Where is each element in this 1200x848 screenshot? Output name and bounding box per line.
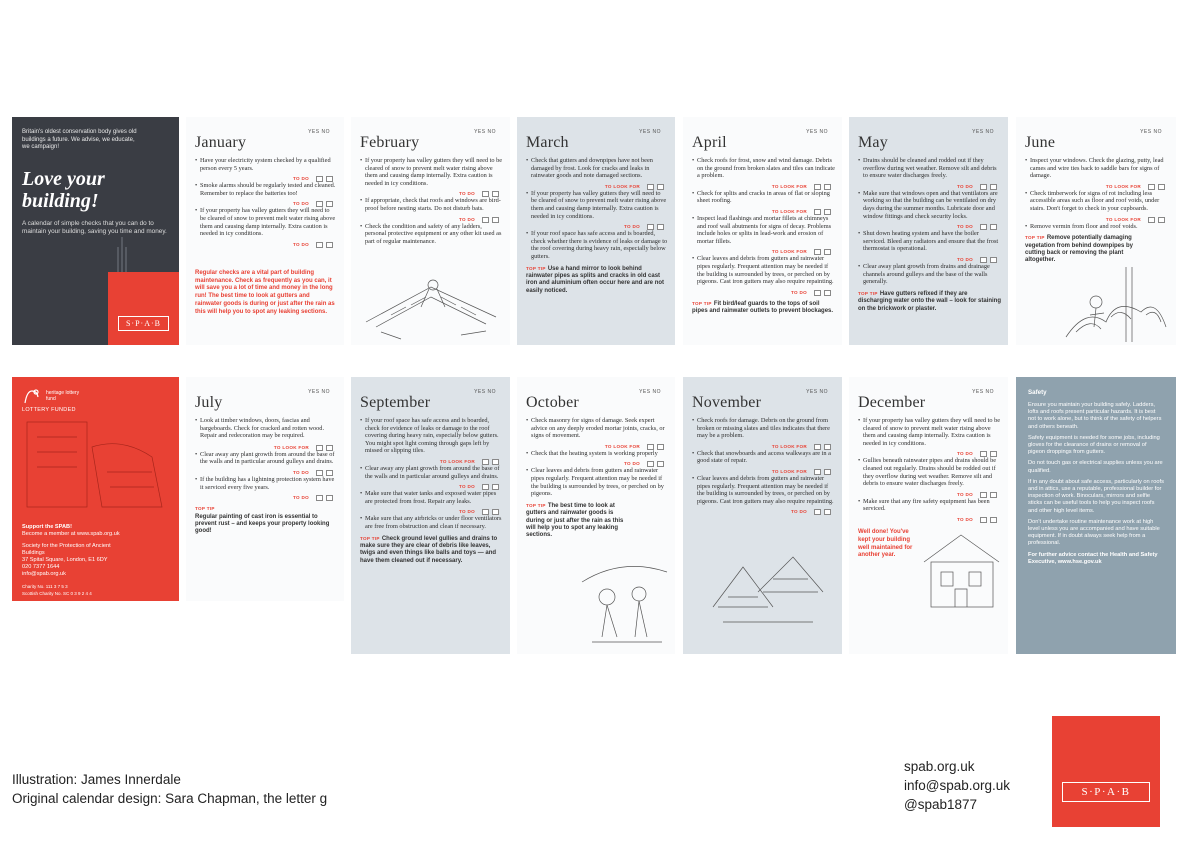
top-tip: TOP TIP The best time to look at gutters and rainwater goods is during or just after the rain as this will help you to spot any leaking sections.: [526, 502, 624, 539]
twitter-handle[interactable]: @spab1877: [904, 797, 978, 812]
top-tip: TOP TIP Regular painting of cast iron is essential to prevent rust – and keeps your property looking good!: [195, 506, 330, 535]
yes-no-header: YES NO: [972, 129, 994, 135]
month-title: July: [195, 394, 223, 411]
check-item: • If the building has a lightning protection system have it serviced every five years.: [195, 475, 335, 491]
to-do-checkbox[interactable]: TO DO: [858, 450, 1001, 457]
org-email[interactable]: info@spab.org.uk: [22, 571, 66, 577]
footer-logo-text: S·P·A·B: [1062, 782, 1150, 802]
to-do-checkbox[interactable]: TO DO: [858, 183, 1001, 190]
to-look-for-checkbox[interactable]: TO LOOK FOR: [195, 444, 337, 451]
card-april: [683, 117, 842, 345]
support-panel: [12, 377, 179, 601]
to-do-checkbox[interactable]: TO DO: [858, 491, 1001, 498]
january-note: Regular checks are a vital part of building maintenance. Check as frequently as you can, it will save you a lot of time and money in the long run! The best time to look at gutters and rainwater goods is during or just after the rain as this will help you to spot any leaking sections.: [195, 269, 335, 315]
card-january: [186, 117, 344, 345]
to-look-for-checkbox[interactable]: TO LOOK FOR: [692, 248, 835, 255]
to-look-for-checkbox[interactable]: TO LOOK FOR: [360, 458, 503, 465]
yes-no-header: YES NO: [806, 389, 828, 395]
badge-text: heritage lottery fund: [46, 390, 80, 402]
check-item: • Check that gutters and downpipes have not been damaged by frost. Look for cracks and leaks in rainwater goods and note damaged sections.: [526, 157, 653, 180]
charity-number: Charity No. 111 3 7 5 3: [22, 584, 68, 589]
month-title: November: [692, 394, 762, 411]
check-item: • Remove vermin from floor and roof voids.: [1025, 222, 1138, 230]
vegetation-sketch-icon: [1056, 267, 1171, 342]
check-item: • Smoke alarms should be regularly tested and cleaned. Remember to replace the batteries too!: [195, 182, 336, 197]
card-september: [351, 377, 510, 654]
check-item: • Make sure that windows open and that ventilators are working so that the building can be ventilated on dry days during the summer months. Lubricate door and window fittings and check security locks.: [858, 189, 998, 220]
month-title: April: [692, 134, 727, 151]
safety-paragraph: Do not touch gas or electrical supplies unless you are qualified.: [1028, 460, 1163, 474]
check-item: • Shut down heating system and have the boiler serviced. Bleed any radiators and ensure that the frost thermostat is operational.: [858, 230, 999, 253]
check-item: • Inspect lead flashings and mortar fillets at chimneys and roof wall abutments for signs of decay. Problems include holes or splits in lead-work and erosion of mortar fillets.: [692, 214, 832, 245]
to-do-checkbox[interactable]: TO DO: [195, 241, 337, 248]
check-item: • Clear away any plant growth from around the base of the walls and in particular around gulleys and drains.: [360, 464, 500, 480]
to-do-checkbox[interactable]: TO DO: [360, 483, 503, 490]
check-item: • If your property has valley gutters they will need to be cleared of snow to prevent melt water rising above them and causing damp internally. Extra caution is needed in icy conditions.: [526, 189, 667, 220]
footer-credits: [12, 770, 327, 808]
lottery-hand-icon: [22, 387, 42, 405]
lettering-sketch-icon: [22, 417, 172, 517]
to-do-checkbox[interactable]: TO DO: [360, 508, 503, 515]
yes-no-header: YES NO: [474, 389, 496, 395]
check-item: • Make sure that any airbricks or under floor ventilators are free from obstruction and clean if necessary.: [360, 515, 502, 530]
month-title: December: [858, 394, 926, 411]
check-item: • Clear away any plant growth from around the base of the walls and in particular around gulleys and drains.: [195, 450, 335, 466]
top-tip: TOP TIP Have gutters refixed if they are discharging water onto the wall – look for staining on the brickwork or plaster.: [858, 290, 1002, 312]
illustration-credit: Illustration: James Innerdale: [12, 772, 181, 787]
to-do-checkbox[interactable]: TO DO: [195, 200, 337, 207]
top-tip: TOP TIP Remove potentially damaging vegetation from behind downpipes by cutting back or removing the plant altogether.: [1025, 235, 1134, 264]
yes-no-header: YES NO: [806, 129, 828, 135]
to-do-checkbox[interactable]: TO DO: [195, 494, 337, 501]
check-item: • Have your electricity system checked by a qualified person every 5 years.: [195, 157, 331, 172]
to-do-checkbox[interactable]: TO DO: [692, 508, 835, 515]
check-item: • Make sure that any fire safety equipment has been serviced.: [858, 497, 990, 513]
check-item: • If your property has valley gutters they will need to be cleared of snow to prevent melt water rising above them and causing damp internally. Extra caution is needed in icy conditions.: [858, 417, 1001, 447]
card-february: [351, 117, 510, 345]
yes-no-header: YES NO: [639, 129, 661, 135]
to-do-checkbox[interactable]: TO DO: [526, 223, 668, 230]
cover-title-line2: building!: [22, 189, 99, 212]
yes-no-header: YES NO: [308, 129, 330, 135]
safety-paragraph: Don't undertake routine maintenance work at high level unless you are accompanied and have suitable equipment. If in doubt always seek help from a professional.: [1028, 518, 1160, 547]
lottery-funded-text: LOTTERY FUNDED: [22, 407, 76, 413]
email-link[interactable]: info@spab.org.uk: [904, 778, 1011, 793]
check-item: • If your property has valley gutters they will need to be cleared of snow to prevent melt water rising above them and causing damp internally. Extra caution is needed in icy conditions.: [195, 207, 336, 238]
spab-logo: [108, 272, 179, 345]
check-item: • Make sure that water tanks and exposed water pipes are protected from frost. Repair any leaks.: [360, 490, 497, 505]
check-item: • Check roofs for damage. Debris on the ground from broken or missing slates and tiles indicates that there may be a problem.: [692, 417, 830, 440]
card-october: [517, 377, 675, 654]
yes-no-header: YES NO: [972, 389, 994, 395]
roofs-sketch-icon: [708, 547, 828, 627]
to-look-for-checkbox[interactable]: TO LOOK FOR: [1025, 216, 1169, 223]
top-tip: TOP TIP Fit bird/leaf guards to the tops of soil pipes and rainwater outlets to prevent blockages.: [692, 300, 834, 315]
spab-logo-text: S·P·A·B: [118, 316, 169, 331]
to-look-for-checkbox[interactable]: TO LOOK FOR: [526, 443, 668, 450]
top-tip: TOP TIP Use a hand mirror to look behind rainwater pipes as splits and cracks in old cast iron and aluminium often occur here and are not easily noticed.: [526, 265, 665, 294]
to-do-checkbox[interactable]: TO DO: [858, 516, 1001, 523]
support-member-link[interactable]: Become a member at www.spab.org.uk: [22, 531, 120, 537]
to-do-checkbox[interactable]: TO DO: [195, 175, 337, 182]
month-title: June: [1025, 134, 1056, 151]
check-item: • Check that snowboards and access walkways are in a good state of repair.: [692, 449, 831, 465]
safety-paragraph: If in any doubt about safe access, particularly on roofs and in attics, use a reputable, professional builder for inspection of work. Binoculars, mirrors and selfie sticks can be useful tools to help you inspect roofs and other high level items.: [1028, 478, 1164, 514]
month-title: February: [360, 134, 420, 151]
to-do-checkbox[interactable]: TO DO: [526, 460, 668, 467]
check-item: • Clear leaves and debris from gutters and rainwater pipes regularly. Frequent attention may be needed if the building is surrounded by trees, or perched on by pigeons. Cast iron gutters may also require repainting.: [692, 474, 834, 505]
top-tip: TOP TIP Check ground level gullies and drains to make sure they are clear of debris like leaves, twigs and even things like balls and toys — and have them cleaned out if necessary.: [360, 535, 498, 564]
check-item: • Check roofs for frost, snow and wind damage. Debris on the ground from broken slates and tiles can indicate a problem.: [692, 157, 835, 180]
check-item: • Inspect your windows. Check the glazing, putty, lead cames and wire ties back to saddle bars for signs of damage.: [1025, 157, 1164, 180]
check-item: • If appropriate, check that roofs and windows are bird-proof before nesting starts. Do not disturb bats.: [360, 197, 501, 212]
cover-description: A calendar of simple checks that you can do to maintain your building, saving you time and money.: [22, 219, 167, 235]
card-march: [517, 117, 675, 345]
card-may: [849, 117, 1008, 345]
check-item: • Check that the heating system is working properly: [526, 449, 658, 457]
roof-sketch-icon: [361, 267, 501, 342]
to-look-for-checkbox[interactable]: TO LOOK FOR: [1025, 183, 1169, 190]
card-june: [1016, 117, 1176, 345]
to-do-checkbox[interactable]: TO DO: [195, 469, 337, 476]
december-note: Well done! You've kept your building well maintained for another year.: [858, 528, 913, 559]
yes-no-header: YES NO: [1140, 129, 1162, 135]
support-heading: Support the SPAB!: [22, 524, 72, 530]
org-phone: 020 7377 1644: [22, 564, 60, 570]
card-december: [849, 377, 1008, 654]
check-item: • If your property has valley gutters they will need to be cleared of snow to prevent melt water rising above them and causing damp internally. Extra caution is needed in icy conditions.: [360, 157, 503, 187]
cover-title-line1: Love your: [22, 167, 105, 190]
month-title: September: [360, 394, 431, 411]
card-november: [683, 377, 842, 654]
to-do-checkbox[interactable]: TO DO: [692, 289, 835, 296]
house-sketch-icon: [919, 527, 1004, 612]
to-look-for-checkbox[interactable]: TO LOOK FOR: [692, 468, 835, 475]
people-sketch-icon: [577, 552, 672, 647]
to-do-checkbox[interactable]: TO DO: [858, 256, 1001, 263]
check-item: • Drains should be cleaned and rodded out if they overflow during wet weather. Remove silt and debris to ensure water discharges freely.: [858, 157, 997, 180]
month-title: March: [526, 134, 569, 151]
check-item: • Check timberwork for signs of rot including less accessible areas such as floor and roof voids, under stairs. Don't forget to check in your cupboards.: [1025, 189, 1160, 212]
design-credit: Original calendar design: Sara Chapman, the letter g: [12, 791, 328, 806]
month-title: October: [526, 394, 579, 411]
check-item: • If your roof space has safe access and is boarded, check for evidence of leaks or damage to the roof covering during heavy rain, especially below gutters. You might spot light coming through gaps left by missed or slipping tiles.: [360, 417, 499, 455]
website-link[interactable]: spab.org.uk: [904, 759, 975, 774]
safety-closing: For further advice contact the Health and Safety Executive, www.hse.gov.uk: [1028, 551, 1158, 565]
heritage-lottery-badge: [22, 387, 169, 405]
to-look-for-checkbox[interactable]: TO LOOK FOR: [526, 183, 668, 190]
safety-heading: Safety: [1028, 389, 1047, 396]
safety-paragraph: Safety equipment is needed for some jobs, including gloves for the clearance of drains or removal of pigeon droppings from gutters.: [1028, 434, 1160, 456]
org-address: 37 Spital Square, London, E1 6DY: [22, 557, 108, 563]
yes-no-header: YES NO: [308, 389, 330, 395]
check-item: • Clear leaves and debris from gutters and rainwater pipes regularly. Frequent attention may be needed if the building is surrounded by trees, or perched on by pigeons.: [526, 467, 664, 498]
safety-panel: [1016, 377, 1176, 654]
to-do-checkbox[interactable]: TO DO: [360, 216, 503, 223]
check-item: • Clear away plant growth from drains and drainage channels around gulleys and the base of the walls generally.: [858, 262, 990, 286]
cover-panel: [12, 117, 179, 345]
check-item: • Clear leaves and debris from gutters and rainwater pipes regularly. Frequent attention may be needed if the building is surrounded by trees, or perched on by pigeons. Cast iron gutters may also require repainting.: [692, 255, 834, 286]
month-title: January: [195, 134, 247, 151]
footer-spab-logo: [1052, 716, 1160, 827]
cover-intro: Britain's oldest conservation body gives old buildings a future. We advise, we educate, we campaign!: [22, 129, 137, 150]
footer-contacts: [904, 757, 1010, 814]
to-look-for-checkbox[interactable]: TO LOOK FOR: [692, 443, 835, 450]
check-item: • Look at timber windows, doors, fascias and bargeboards. Check for cracked and rotten wood. Repair and redecoration may be required.: [195, 417, 325, 440]
check-item: • Check masonry for signs of damage. Seek expert advice on any deeply eroded mortar joints, cracks, or signs of movement.: [526, 417, 665, 440]
to-do-checkbox[interactable]: TO DO: [360, 190, 503, 197]
card-july: [186, 377, 344, 601]
scottish-charity-number: Scottish Charity No. SC 0 3 9 2 4 4: [22, 591, 92, 596]
org-name: Society for the Protection of Ancient Buildings: [22, 543, 111, 556]
to-look-for-checkbox[interactable]: TO LOOK FOR: [692, 208, 835, 215]
check-item: • Check the condition and safety of any ladders, personal protective equipment or any other kit used as part of regular maintenance.: [360, 222, 502, 245]
yes-no-header: YES NO: [639, 389, 661, 395]
check-item: • Check for splits and cracks in areas of flat or sloping sheet roofing.: [692, 189, 830, 205]
safety-paragraph: Ensure you maintain your building safely. Ladders, lofts and roofs present particular hazards. It is best not to work alone, but to think of the safety of helpers and others beneath.: [1028, 402, 1162, 430]
yes-no-header: YES NO: [474, 129, 496, 135]
check-item: • Gullies beneath rainwater pipes and drains should be cleaned out regularly. Drains should be rodded out if they overflow during wet weather. Remove silt and debris to ensure water discharges freely.: [858, 457, 997, 488]
month-title: May: [858, 134, 888, 151]
check-item: • If your roof space has safe access and is boarded, check whether there is evidence of leaks or damage to the roof covering during heavy rain, especially below gutters.: [526, 230, 668, 260]
to-look-for-checkbox[interactable]: TO LOOK FOR: [692, 183, 835, 190]
to-do-checkbox[interactable]: TO DO: [858, 223, 1001, 230]
